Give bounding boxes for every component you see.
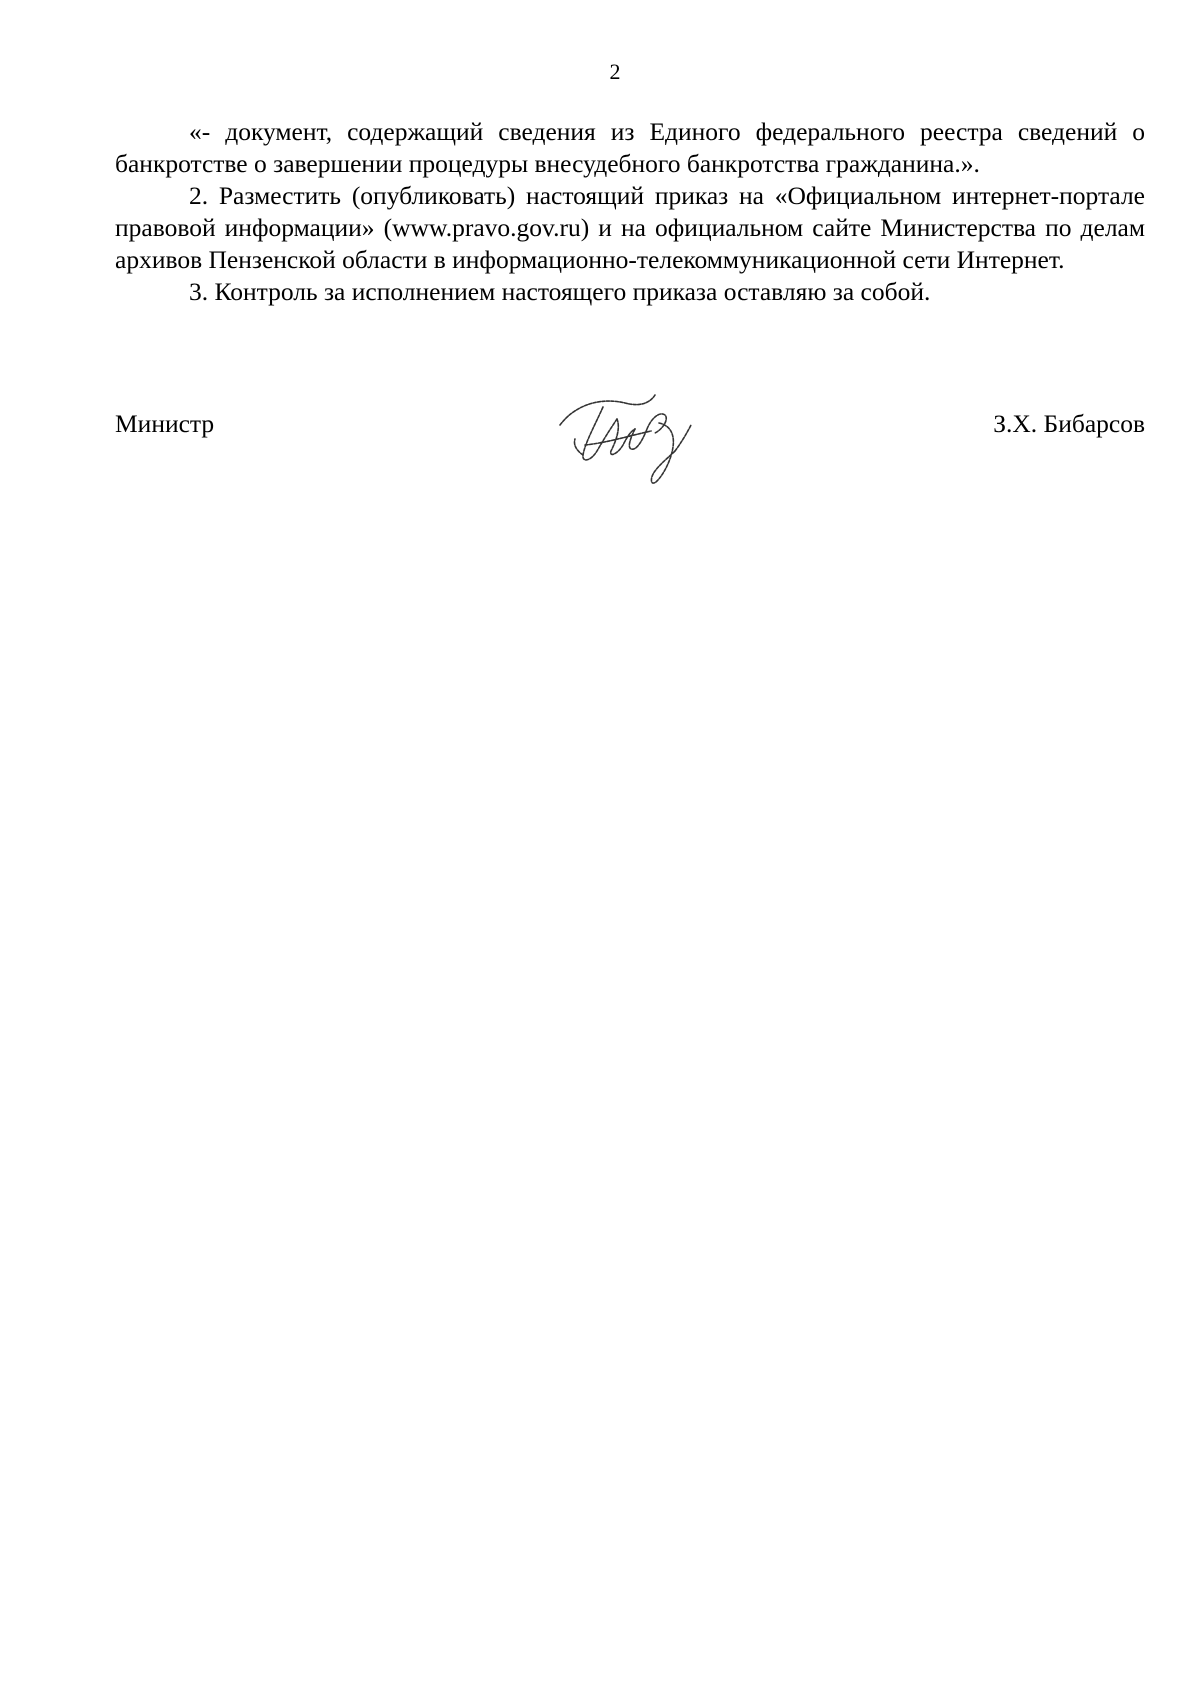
page-number: 2	[609, 59, 621, 84]
signatory-name: З.Х. Бибарсов	[993, 409, 1145, 438]
signatory-title: Министр	[115, 409, 215, 438]
handwritten-signature-icon	[555, 385, 715, 495]
paragraph-control: 3. Контроль за исполнением настоящего приказа оставляю за собой.	[189, 277, 931, 306]
document-body	[115, 116, 1145, 308]
paragraph-amendment: «- документ, содержащий сведения из Единого федерального реестра сведений о банкротстве о завершении процедуры внесудебного банкротства гражданина.».	[115, 117, 1145, 178]
paragraph-publish: 2. Разместить (опубликовать) настоящий приказ на «Официальном интернет-портале правовой информации» (www.pravo.gov.ru) и на официальном сайте Министерства по делам архивов Пензенской области в информационно-телекоммуникационной сети Интернет.	[115, 181, 1145, 274]
